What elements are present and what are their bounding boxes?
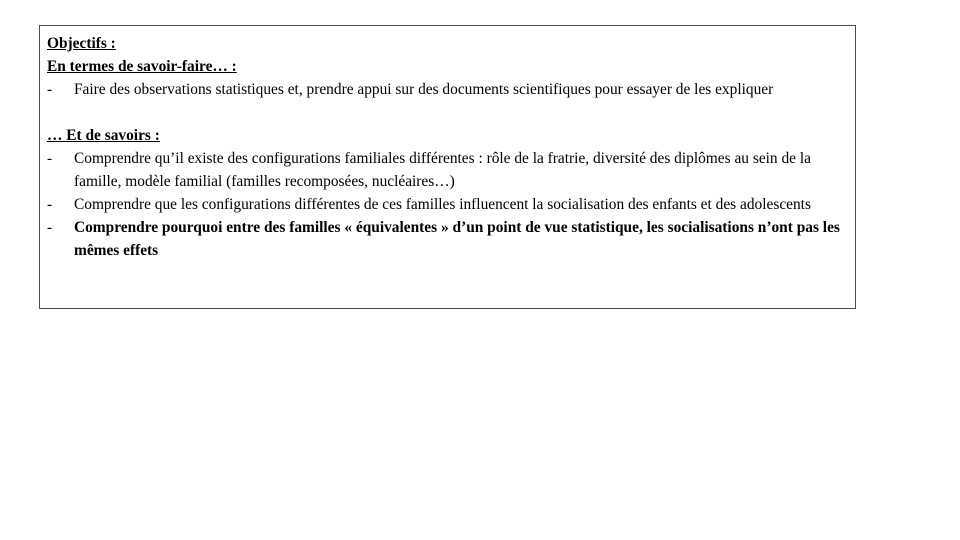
bullet-dash: - [47,81,53,98]
savoirs-heading: … Et de savoirs : [47,127,160,144]
bullet-dash: - [47,150,53,167]
list-item-text: Comprendre que les configurations différentes de ces familles influencent la socialisation des enfants et des adolescents [74,196,811,213]
bullet-dash: - [47,219,53,236]
objectives-box [39,25,856,309]
list-item-text: Faire des observations statistiques et, prendre appui sur des documents scientifiques pour essayer de les expliquer [74,81,774,98]
spacer [47,101,847,124]
list-item-text: Comprendre pourquoi entre des familles « équivalentes » d’un point de vue statistique, les socialisations n’ont pas les mêmes effets [74,219,840,259]
list-item [47,216,847,262]
list-item-text: Comprendre qu’il existe des configurations familiales différentes : rôle de la fratrie, diversité des diplômes au sein de la famille, modèle familial (familles recomposées, nucléaires…) [74,150,811,190]
list-item [47,147,847,193]
objectives-heading: Objectifs : [47,35,116,52]
list-item [47,78,847,101]
savoirs-list [47,147,847,262]
list-item [47,193,847,216]
savoir-faire-heading: En termes de savoir-faire… : [47,58,237,75]
bullet-dash: - [47,196,53,213]
savoir-faire-list [47,78,847,101]
